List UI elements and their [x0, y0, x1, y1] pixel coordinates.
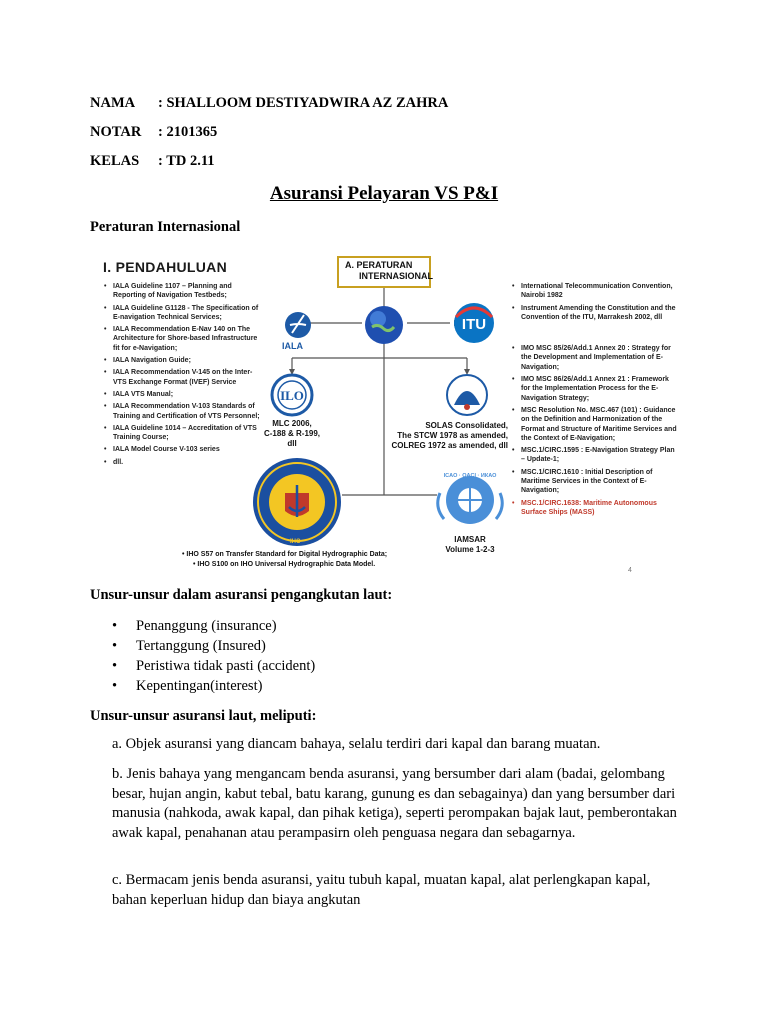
ilo-caption-line-1: MLC 2006,: [272, 419, 312, 428]
list-item: • dll.: [104, 458, 264, 467]
list-item: • IALA Model Course V-103 series: [104, 445, 264, 454]
section-heading-elements: Unsur-unsur dalam asuransi pengangkutan laut:: [90, 587, 393, 603]
list-item: • Instrument Amending the Constitution and the Convention of the ITU, Marrakesh 2002, dll: [512, 304, 680, 323]
notar-value: : 2101365: [158, 124, 218, 140]
iamsar-caption: [442, 535, 498, 555]
paragraph-c: c. Bermacam jenis benda asuransi, yaitu tubuh kapal, muatan kapal, alat perlengkapan kapal, bahan keperluan hidup dan biaya angkutan: [112, 872, 651, 908]
list-item: • IALA Guideline 1107 – Planning and Reporting of Navigation Testbeds;: [104, 282, 264, 301]
iho-standards-note: [182, 550, 387, 570]
iala-label: IALA: [282, 341, 303, 351]
itu-logo-icon: [454, 303, 494, 343]
iala-logo-icon: [285, 312, 311, 338]
list-item: • Tertanggung (Insured): [112, 636, 315, 656]
icao-label: ICAO · OACI · ИКАО: [443, 473, 497, 479]
figure-heading: I. PENDAHULUAN: [103, 259, 227, 275]
iho-note-line-1: • IHO S57 on Transfer Standard for Digital Hydrographic Data;: [182, 551, 388, 558]
iamsar-caption-line-2: Volume 1-2-3: [445, 545, 495, 554]
regulations-figure: [92, 245, 680, 573]
imo-logo-icon: [447, 375, 487, 415]
list-item-highlight: • MSC.1/CIRC.1638: Maritime Autonomous Surface Ships (MASS): [512, 499, 680, 518]
box-line-2: INTERNASIONAL: [359, 271, 433, 281]
list-item: • IALA Recommendation V-103 Standards of Training and Certification of VTS Personnel;: [104, 402, 264, 421]
section-heading-marine-insurance: Unsur-unsur asuransi laut, meliputi:: [90, 708, 317, 724]
kelas-label: KELAS: [90, 153, 140, 169]
notar-row: [90, 124, 217, 141]
elements-list: [112, 616, 315, 696]
name-value: : SHALLOOM DESTIYADWIRA AZ ZAHRA: [158, 95, 449, 111]
list-item: • MSC.1/CIRC.1610 : Initial Description of Maritime Services in the Context of E-Navigation;: [512, 468, 680, 496]
iamsar-caption-line-1: IAMSAR: [454, 535, 486, 544]
list-item: • IMO MSC 85/26/Add.1 Annex 20 : Strategy for the Development and Implementation of E-Navigation;: [512, 344, 680, 372]
list-item: • IALA Guideline 1014 – Accreditation of VTS Training Course;: [104, 424, 264, 443]
list-item: • IALA Navigation Guide;: [104, 356, 264, 365]
list-item: • Kepentingan(interest): [112, 676, 315, 696]
list-item: • IMO MSC 86/26/Add.1 Annex 21 : Framework for the Implementation Process for the E-Navigation Strategy;: [512, 375, 680, 403]
list-item: • MSC Resolution No. MSC.467 (101) : Guidance on the Definition and Harmonization of the Format and Structure of Maritime Services and the Context of E-Navigation;: [512, 406, 680, 443]
ilo-caption: [260, 419, 324, 449]
name-label: NAMA: [90, 95, 136, 111]
list-item: • Penanggung (insurance): [112, 616, 315, 636]
iho-emblem-icon: [253, 458, 341, 546]
kelas-value: : TD 2.11: [158, 153, 215, 169]
ilo-logo-icon: [272, 375, 312, 415]
imo-caption-line-1: SOLAS Consolidated,: [425, 421, 508, 430]
list-item: • IALA Recommendation E-Nav 140 on The Architecture for Shore-based Infrastructure fit for e-Navigation;: [104, 325, 264, 353]
document-title: Asuransi Pelayaran VS P&I: [269, 183, 499, 204]
imo-caption: [386, 421, 508, 451]
notar-label: NOTAR: [90, 124, 142, 140]
svg-text:ITU: ITU: [461, 316, 487, 333]
iho-label: IHO: [290, 539, 301, 545]
itu-imo-list: [512, 282, 680, 520]
icao-emblem-icon: [438, 476, 503, 524]
paragraph-a: a. Objek asuransi yang diancam bahaya, selalu terdiri dari kapal dan barang muatan.: [112, 736, 601, 752]
list-item: • IALA Guideline G1128 - The Specification of E-navigation Technical Services;: [104, 304, 264, 323]
iala-list: [104, 282, 264, 470]
list-item: • Peristiwa tidak pasti (accident): [112, 656, 315, 676]
section-heading-international: Peraturan Internasional: [90, 219, 241, 235]
name-row: [90, 95, 448, 112]
paragraph-b: b. Jenis bahaya yang mengancam benda asuransi, yang bersumber dari alam (badai, gelombang besar, hujan angin, kabut tebal, batu karang, gunung es dan sebagainya) dan yang bersumber dari manusia (nahkoda, awak kapal, dan pihak ketiga), seperti perompakan bajak laut, pemberontakan awak kapal, penahanan atau perampasirn oleh penguasa negara dan sebagarnya.: [112, 766, 677, 841]
list-item: • International Telecommunication Convention, Nairobi 1982: [512, 282, 680, 301]
list-item: • MSC.1/CIRC.1595 : E-Navigation Strategy Plan – Update-1;: [512, 446, 680, 465]
box-line-1: A. PERATURAN: [345, 260, 413, 270]
iho-note-line-2: • IHO S100 on IHO Universal Hydrographic Data Model.: [193, 561, 376, 568]
ilo-caption-line-2: C-188 & R-199, dll: [263, 429, 321, 448]
international-regulations-box: [337, 256, 431, 288]
imo-caption-line-2: The STCW 1978 as amended,: [397, 431, 508, 440]
kelas-row: [90, 153, 215, 170]
svg-text:ILO: ILO: [280, 388, 304, 403]
globe-icon: [365, 306, 403, 344]
slide-page-number: 4: [628, 567, 632, 573]
list-item: • IALA VTS Manual;: [104, 390, 264, 399]
imo-caption-line-3: COLREG 1972 as amended, dll: [391, 441, 508, 450]
list-item: • IALA Recommendation V-145 on the Inter-VTS Exchange Format (IVEF) Service: [104, 368, 264, 387]
